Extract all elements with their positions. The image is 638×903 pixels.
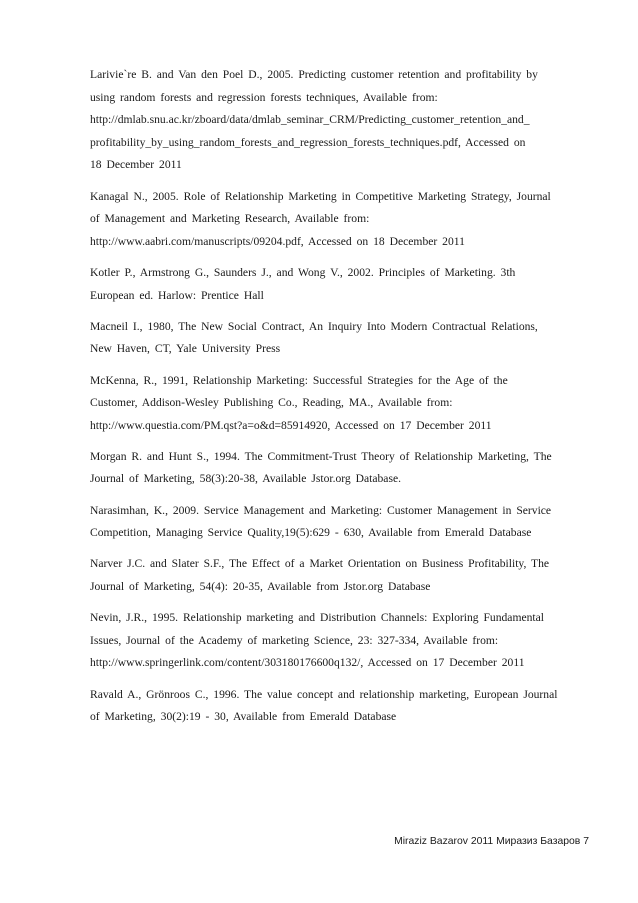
reference-url: http://dmlab.snu.ac.kr/zboard/data/dmlab_seminar_CRM/Predicting_customer_retention_and_ [90, 113, 530, 127]
reference-line: using random forests and regression forests techniques, Available from: [90, 90, 438, 104]
reference-line: Ravald A., Grönroos C., 1996. The value concept and relationship marketing, European Journal [90, 687, 558, 701]
reference-url: http://www.aabri.com/manuscripts/09204.pdf, Accessed on 18 December 2011 [90, 234, 465, 248]
reference-line: Macneil I., 1980, The New Social Contract, An Inquiry Into Modern Contractual Relations, [90, 319, 538, 333]
reference-line: Competition, Managing Service Quality,19(5):629 - 630, Available from Emerald Database [90, 526, 532, 540]
reference-line: Narver J.C. and Slater S.F., The Effect of a Market Orientation on Business Profitability, The [90, 557, 550, 571]
reference-url: http://www.questia.com/PM.qst?a=o&d=85914920, Accessed on 17 December 2011 [90, 418, 492, 432]
reference-entry [90, 262, 590, 307]
reference-line: Journal of Marketing, 54(4): 20-35, Available from Jstor.org Database [90, 580, 431, 594]
reference-line: Issues, Journal of the Academy of marketing Science, 23: 327-334, Available from: [90, 633, 499, 647]
reference-list [90, 64, 590, 729]
reference-line: of Marketing, 30(2):19 - 30, Available from Emerald Database [90, 710, 397, 724]
reference-url: http://www.springerlink.com/content/303180176600q132/, Accessed on 17 December 2011 [90, 656, 525, 670]
reference-line: Morgan R. and Hunt S., 1994. The Commitment-Trust Theory of Relationship Marketing, The [90, 449, 552, 463]
reference-entry [90, 607, 590, 675]
reference-line: Journal of Marketing, 58(3):20-38, Available Jstor.org Database. [90, 472, 402, 486]
reference-line: European ed. Harlow: Prentice Hall [90, 288, 264, 302]
reference-line: 18 December 2011 [90, 158, 182, 172]
reference-line: New Haven, CT, Yale University Press [90, 342, 281, 356]
reference-entry [90, 64, 590, 177]
reference-line: of Management and Marketing Research, Available from: [90, 212, 370, 226]
reference-line: Larivie`re B. and Van den Poel D., 2005. Predicting customer retention and profitability by [90, 68, 538, 81]
reference-entry [90, 446, 590, 491]
reference-entry [90, 684, 590, 729]
reference-entry [90, 186, 590, 254]
reference-line: Kotler P., Armstrong G., Saunders J., and Wong V., 2002. Principles of Marketing. 3th [90, 265, 516, 279]
reference-line: Kanagal N., 2005. Role of Relationship Marketing in Competitive Marketing Strategy, Journal [90, 189, 551, 203]
reference-entry [90, 553, 590, 598]
reference-entry [90, 316, 590, 361]
reference-entry [90, 370, 590, 438]
reference-entry [90, 500, 590, 545]
reference-line: Nevin, J.R., 1995. Relationship marketing and Distribution Channels: Exploring Fundamental [90, 611, 545, 625]
reference-line: Customer, Addison-Wesley Publishing Co., Reading, MA., Available from: [90, 396, 453, 410]
reference-line: McKenna, R., 1991, Relationship Marketing: Successful Strategies for the Age of the [90, 373, 508, 387]
reference-url: profitability_by_using_random_forests_and_regression_forests_techniques.pdf, Accessed on [90, 135, 526, 149]
page-footer: Miraziz Bazarov 2011 Миразиз Базаров 7 [394, 836, 589, 847]
reference-line: Narasimhan, K., 2009. Service Management and Marketing: Customer Management in Service [90, 503, 552, 517]
